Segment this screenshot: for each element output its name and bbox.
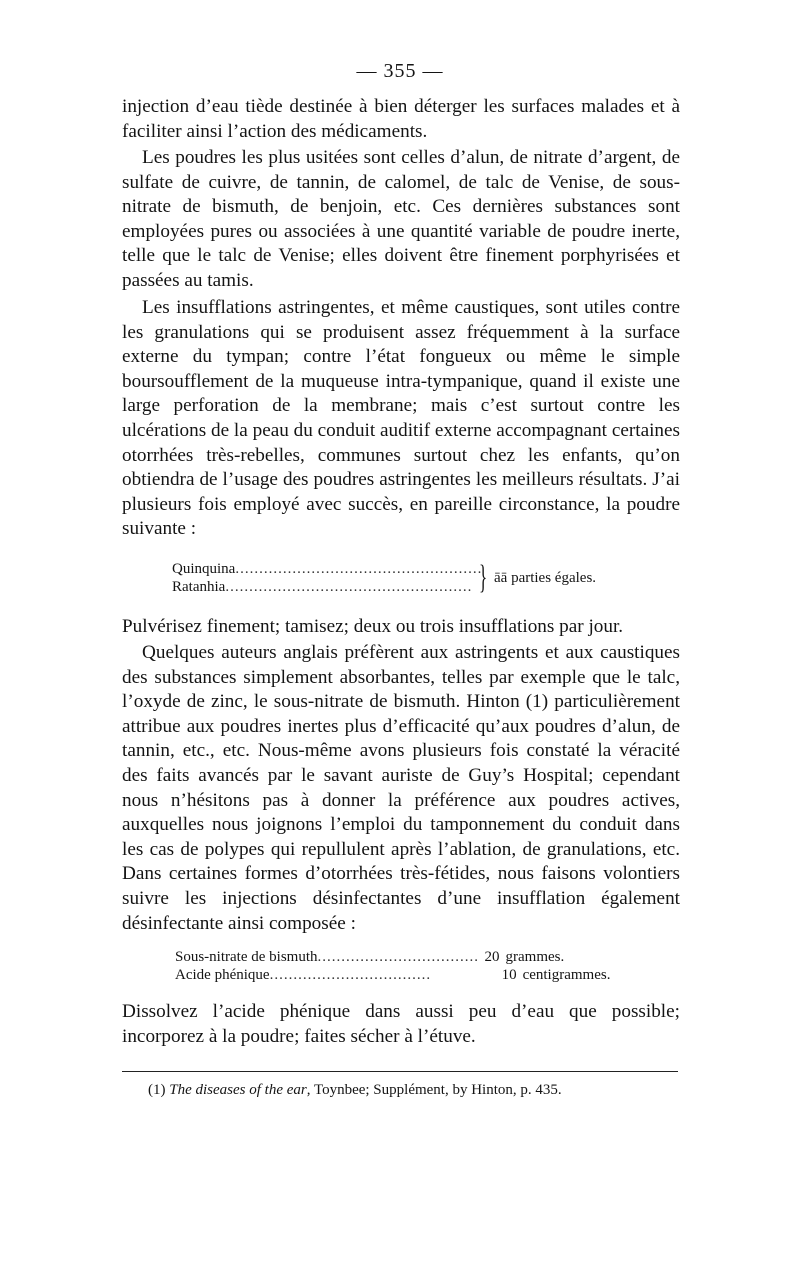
paragraph-text: Quelques auteurs anglais préfèrent aux astringents et aux caustiques des substances simplement absorbantes, telles par exemple que le talc, l’oxyde de zinc, le sous-nitrate de bismuth. Hinton (1) particulièrement attribue aux poudres inertes plus d’efficacité qu’aux poudres d’alun, de tannin, etc., etc. Nous-même avons plusieurs fois constaté la véracité des faits avancés par le savant auriste de Guy’s Hospital; cependant nous n’hésitons pas à donner la préférence aux poudres actives, auxquelles nous joignons l’emploi du tamponnement du conduit dans les cas de polypes qui repullulent après l’ablation, de granulations, etc. Dans certaines formes d’otorrhées très-fétides, nous faisons volontiers suivre les injections désinfectantes d’une insufflation également désinfectante ainsi composée : [122,642,680,934]
dose-text: āā parties égales. [494,570,597,586]
ingredient-unit: grammes. [505,949,565,965]
page-number: — 355 — [356,60,444,82]
ingredient-unit: centigrammes. [522,967,611,983]
formula-row [175,966,655,984]
formula-bismuth-phenic [175,948,655,984]
formula-quinquina-ratanhia [172,560,652,596]
paragraph-text: Les insufflations astringentes, et même caustiques, sont utiles contre les granulations qui se produisent assez fréquemment à la surface externe du tympan; contre l’état fongueux ou même le simple boursoufflement de la muqueuse intra-tympanique, quand il existe une large perforation de la membrane; mais c’est surtout contre les ulcérations de la peau du conduit auditif externe accompagnant certaines otorrhées très-rebelles, communes surtout chez les enfants, qu’on obtiendra de l’usage des poudres astringentes les meilleurs résultats. J’ai plusieurs fois employé avec succès, en pareille circonstance, la poudre suivante : [122,297,680,540]
leader-dots: .................................. [269,967,432,983]
leader-dots: .................................. [317,949,479,965]
paragraph-insufflations [122,296,680,542]
paragraph-text: Dissolvez l’acide phénique dans aussi peu d’eau que possible; incorporez à la poudre; faites sécher à l’étuve. [122,1001,680,1047]
ingredient-name: Sous-nitrate de bismuth [175,949,318,965]
ingredient-quantity: 20 [484,949,500,965]
ingredient-name: Ratanhia [172,579,226,595]
paragraph-continuation [122,95,680,144]
paragraph-english-authors [122,641,680,936]
leader-dots: .................................................... [235,561,483,577]
paragraph-instructions [122,615,680,640]
footnote-marker: (1) [148,1082,166,1098]
paragraph-text: Les poudres les plus usitées sont celles d’alun, de nitrate d’argent, de sulfate de cuivre, de tannin, de calomel, de talc de Venise, de sous-nitrate de bismuth, de benjoin, etc. Ces dernières substances sont employées pures ou associées à une quantité variable de poudre inerte, telle que le talc de Venise; elles doivent être finement porphyrisées et passées au tamis. [122,147,680,291]
formula-row [175,948,655,966]
paragraph-text: Pulvérisez finement; tamisez; deux ou trois insufflations par jour. [122,616,624,637]
paragraph-powders [122,146,680,294]
leader-dots: .................................................... [225,579,473,595]
paragraph-text: injection d’eau tiède destinée à bien déterger les surfaces malades et à faciliter ainsi l’action des médicaments. [122,96,680,142]
footnote-divider [122,1071,678,1072]
paragraph-dissolve [122,1000,680,1049]
footnote [148,1080,688,1100]
ingredient-name: Quinquina [172,561,236,577]
ingredient-name: Acide phénique [175,967,270,983]
ingredient-quantity: 10 [501,967,517,983]
curly-brace: } [479,559,488,596]
footnote-title: The diseases of the ear [169,1082,307,1098]
footnote-reference: , Toynbee; Supplément, by Hinton, p. 435. [306,1082,562,1098]
